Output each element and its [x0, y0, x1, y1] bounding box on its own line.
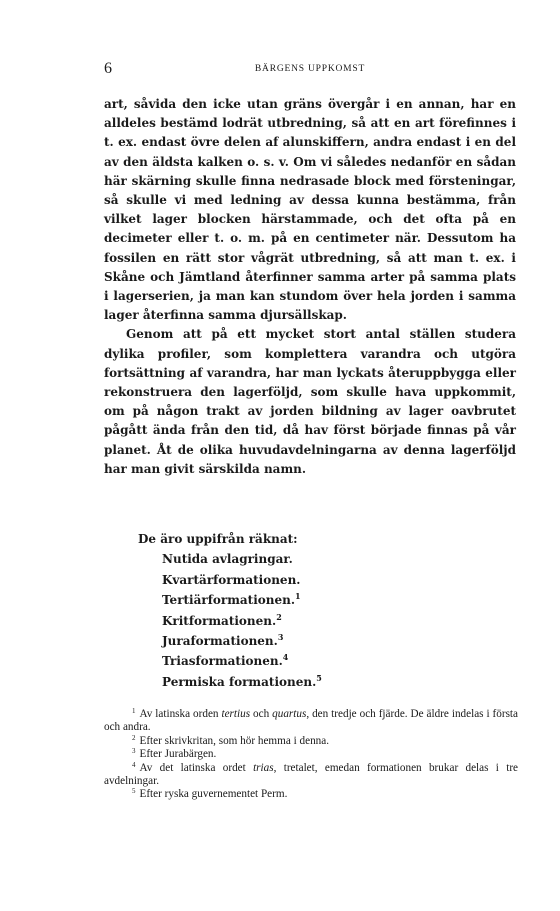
footnote-3: $^3$ Efter Jurabärgen.: [132, 747, 217, 761]
footnote-marker: 3: [132, 747, 136, 756]
formation-list: [138, 529, 518, 692]
list-item: Kritformationen.$^2$: [162, 611, 282, 628]
footnote-4: $^4$ Av det latinska ordet trias, tretalet, emedan formationen brukar delas i tre avdelningar.: [104, 760, 519, 788]
footnote-marker: 1: [132, 707, 136, 715]
paragraph-1: art, såvida den icke utan gräns övergår i en annan, har en alldeles bestämd lodrät utbredning, så att en art förefinnes i t. ex. endast övre delen af alunskiffern, andra endast i en del av den äldsta kalken o. s. v. Om vi således nedanför en sådan här skärning skulle finna nedrasade block med försteningar, så skulle vi med ledning av dessa kunna bestämma, från vilket lager blocken härstammade, och det ofta på en decimeter eller t. o. m. på en centimeter när. Dessutom ha fossilen en rätt stor vågrät utbredning, så att man t. ex. i Skåne och Jämtland återfinner samma arter på samma plats i lagerserien, ja man kan stundom över hela jorden i samma lager återfinna samma djursällskap.: [104, 97, 516, 323]
footnote-marker: 5: [132, 787, 136, 796]
list-item: Juraformationen.$^3$: [162, 632, 284, 649]
footnote-ref: 4: [282, 652, 289, 663]
footnote-5: $^5$ Efter ryska guvernementet Perm.: [132, 787, 288, 801]
footnote-ref: 1: [295, 591, 301, 602]
footnote-marker: 4: [132, 760, 136, 769]
list-item: Tertiärformationen.$^1$: [162, 591, 301, 608]
footnote-ref: 5: [316, 672, 322, 683]
list-item: Triasformationen.$^4$: [162, 652, 289, 669]
paragraph-2: Genom att på ett mycket stort antal ställen studera dylika profiler, som komplettera varandra och utgöra fortsättning af varandra, har man lyckats återuppbygga eller rekonstruera den lagerföljd, som skulle hava uppkommit, om på någon trakt av jorden bildning av lager oavbrutet pågått ända från den tid, då hav först började finnas på vår planet. Åt de olika huvudavdelningarna av denna lagerföljd har man givit särskilda namn.: [104, 327, 516, 476]
footnote-2: $^2$ Efter skrivkritan, som hör hemma i denna.: [132, 733, 330, 747]
page-number: 6: [104, 60, 112, 77]
list-item: Permiska formationen.$^5$: [162, 672, 322, 689]
footnote-ref: 2: [276, 611, 282, 622]
list-item: Kvartärformationen.: [162, 572, 301, 587]
footnote-1: $^1$ Av latinska orden tertius och quartus, den tredje och fjärde. De äldre indelas i första och andra.: [104, 707, 518, 734]
page-header: [104, 60, 516, 80]
running-title: BÄRGENS UPPKOMST: [254, 64, 366, 74]
list-item: Nutida avlagringar.: [162, 552, 293, 567]
formation-list-intro: De äro uppifrån räknat:: [138, 532, 298, 546]
footnotes: [104, 708, 518, 802]
body-text: [104, 95, 516, 479]
footnote-ref: 3: [277, 632, 284, 643]
footnote-marker: 2: [132, 733, 136, 742]
formation-items: [138, 549, 518, 692]
